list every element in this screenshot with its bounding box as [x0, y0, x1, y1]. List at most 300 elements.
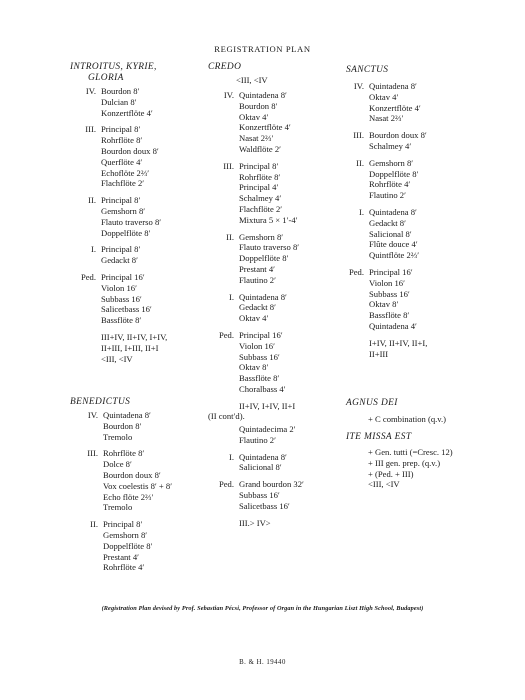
stop-name: Violon 16′ [239, 340, 275, 351]
manual-label [70, 552, 103, 563]
stop-name: Salicional 8′ [239, 462, 282, 473]
stop-row [338, 338, 427, 349]
stop-row [208, 490, 304, 501]
manual-label [338, 229, 369, 240]
manual-label [70, 283, 101, 294]
stop-name: Rohrflöte 8′ [103, 448, 145, 459]
stop-row [70, 448, 172, 459]
manual-label [70, 135, 101, 146]
ite-line: + Gen. tutti (=Cresc. 12) [368, 447, 453, 457]
stop-name: Konzertflöte 4′ [101, 107, 153, 118]
stop-name: Quintadena 8′ [239, 451, 287, 462]
stop-name: Bassflöte 8′ [101, 315, 142, 326]
page-title: REGISTRATION PLAN [214, 44, 311, 54]
manual-label [70, 481, 103, 492]
stop-row [208, 352, 299, 363]
heading-line: GLORIA [88, 73, 124, 83]
section-credo-stops [208, 90, 299, 412]
manual-label [70, 421, 103, 432]
manual-label: Ped. [218, 479, 234, 490]
manual-label [70, 492, 103, 503]
stop-row [208, 193, 299, 204]
stop-name: Bourdon doux 8′ [369, 130, 427, 141]
manual-label [70, 146, 101, 157]
stop-name: Subbass 16′ [101, 293, 142, 304]
stop-row [70, 124, 167, 135]
stop-name: Schalmey 4′ [369, 140, 412, 151]
stop-name: Prestant 4′ [103, 551, 140, 562]
stop-row [70, 552, 172, 563]
stop-row [338, 250, 427, 261]
manual-label [208, 144, 239, 155]
stop-row [70, 519, 172, 530]
stop-name: Oktav 4′ [239, 111, 269, 122]
section-cont-heading: (II cont′d). [208, 411, 245, 421]
stop-name: Quintadena 8′ [369, 206, 417, 217]
stop-row [338, 267, 427, 278]
stop-name: Gemshorn 8′ [239, 231, 284, 242]
stop-row [208, 264, 299, 275]
manual-label [208, 204, 239, 215]
stop-name: II+III, I+III, II+I [101, 342, 159, 353]
stop-row [70, 459, 172, 470]
manual-label [208, 462, 239, 473]
stop-row [208, 435, 304, 446]
manual-label: II. [226, 231, 234, 242]
stop-name: Rohrflöte 8′ [101, 135, 143, 146]
stop-name: Gemshorn 8′ [369, 157, 414, 168]
manual-label [208, 373, 239, 384]
stop-row [338, 310, 427, 321]
stop-name: Principal 8′ [101, 124, 141, 135]
stop-name: Konzertflöte 4′ [239, 122, 291, 133]
section-heading-benedictus: BENEDICTUS [70, 397, 131, 407]
stop-row [70, 108, 167, 119]
manual-label: III. [223, 160, 234, 171]
stop-row [70, 530, 172, 541]
manual-label [338, 179, 369, 190]
manual-label: Ped. [218, 329, 234, 340]
stop-row [208, 384, 299, 395]
stop-row [338, 158, 427, 169]
manual-label [70, 432, 103, 443]
stop-row [208, 341, 299, 352]
manual-label [338, 349, 369, 360]
manual-label [208, 122, 239, 133]
stop-row [208, 242, 299, 253]
stop-row [208, 144, 299, 155]
manual-label [208, 302, 239, 313]
manual-label [70, 315, 101, 326]
stop-name: Rohrflöte 4′ [103, 562, 145, 573]
stop-row [208, 204, 299, 215]
stop-row [70, 86, 167, 97]
stop-row [338, 113, 427, 124]
stop-name: Violon 16′ [101, 282, 137, 293]
manual-label [338, 169, 369, 180]
manual-label [208, 424, 239, 435]
stop-row [338, 289, 427, 300]
stop-name: Gedackt 8′ [101, 255, 138, 266]
stop-row [70, 283, 167, 294]
section-heading-sanctus: SANCTUS [346, 65, 389, 75]
stop-name: Bourdon doux 8′ [103, 469, 161, 480]
stop-name: Quintadecima 2′ [239, 424, 296, 434]
stop-row [208, 313, 299, 324]
manual-label [70, 332, 101, 343]
stop-row [70, 315, 167, 326]
stop-name: Gedackt 8′ [239, 302, 276, 313]
section-sanctus-stops [338, 81, 427, 359]
manual-label: I. [358, 206, 364, 217]
stop-name: Principal 16′ [239, 329, 283, 340]
stop-name: Waldflöte 2′ [239, 143, 281, 154]
stop-name: Quintadena 8′ [239, 90, 287, 100]
stop-name: Mixtura 5 × 1′-4′ [239, 214, 298, 225]
stop-row [208, 362, 299, 373]
manual-label [208, 401, 239, 412]
stop-row [70, 146, 167, 157]
manual-label [208, 172, 239, 183]
publisher-number: B. & H. 19440 [239, 659, 286, 666]
section-heading-ite: ITE MISSA EST [346, 432, 412, 442]
manual-label [208, 112, 239, 123]
stop-name: <III, <IV [101, 353, 133, 364]
stop-row [208, 275, 299, 286]
stop-row [70, 432, 172, 443]
stop-name: Principal 8′ [103, 519, 143, 530]
stop-row [338, 349, 427, 360]
stop-name: Doppelflöte 8′ [101, 227, 151, 238]
stop-row [70, 244, 167, 255]
stop-row [338, 299, 427, 310]
manual-label [70, 343, 101, 354]
stop-name: Doppelflöte 8′ [369, 168, 419, 179]
stop-name: Flûte douce 4′ [369, 239, 418, 250]
manual-label [208, 101, 239, 112]
stop-row [70, 481, 172, 492]
section-benedictus-stops [70, 410, 172, 573]
stop-name: Oktav 4′ [369, 91, 399, 102]
stop-row [70, 354, 167, 365]
stop-name: Principal 8′ [101, 244, 141, 255]
manual-label [70, 354, 101, 365]
manual-label [70, 541, 103, 552]
stop-row [208, 401, 299, 412]
stop-row [70, 502, 172, 513]
stop-name: Flachflöte 2′ [101, 178, 145, 189]
stop-row [208, 182, 299, 193]
manual-label [208, 435, 239, 446]
stop-row [338, 190, 427, 201]
stop-name: Subbass 16′ [239, 351, 280, 362]
manual-label [70, 157, 101, 168]
ite-line: + (Ped. + III) [368, 468, 414, 479]
manual-label: I. [90, 244, 96, 255]
stop-name: Rohrflöte 8′ [239, 171, 281, 182]
manual-label [208, 384, 239, 395]
stop-name: Grand bourdon 32′ [239, 479, 304, 490]
section-introitus-stops [70, 86, 167, 364]
stop-row [338, 278, 427, 289]
manual-label [70, 168, 101, 179]
manual-label: IV. [353, 81, 364, 91]
stop-row [208, 330, 299, 341]
manual-label [208, 133, 239, 144]
stop-row [70, 304, 167, 315]
stop-row [208, 424, 304, 435]
manual-label [338, 92, 369, 103]
manual-label [70, 530, 103, 541]
manual-label [70, 459, 103, 470]
stop-name: Bassflöte 8′ [239, 373, 280, 384]
stop-name: Bourdon 8′ [103, 420, 142, 431]
stop-row [208, 518, 304, 529]
manual-label [208, 182, 239, 193]
stop-row [70, 217, 167, 228]
stop-row [70, 272, 167, 283]
stop-name: Principal 16′ [369, 266, 413, 277]
manual-label: IV. [223, 90, 234, 100]
stop-name: Subbass 16′ [239, 489, 280, 500]
manual-label [338, 310, 369, 321]
stop-name: Flautino 2′ [239, 434, 276, 445]
manual-label: III. [87, 448, 98, 459]
stop-name: Rohrflöte 4′ [369, 179, 411, 190]
manual-label [208, 253, 239, 264]
stop-name: Tremolo [103, 502, 133, 513]
stop-row [70, 228, 167, 239]
ite-line: + III gen. prep. (q.v.) [368, 457, 441, 468]
stop-name: Quintadena 8′ [103, 410, 151, 420]
stop-row [338, 321, 427, 332]
stop-row [70, 541, 172, 552]
stop-name: Subbass 16′ [369, 288, 410, 299]
stop-row [208, 90, 299, 101]
stop-row [70, 255, 167, 266]
stop-row [70, 206, 167, 217]
stop-name: III+IV, II+IV, I+IV, [101, 331, 168, 342]
stop-name: Flauto traverso 8′ [101, 216, 162, 227]
stop-row [338, 207, 427, 218]
stop-name: Bourdon 8′ [101, 86, 140, 96]
section-heading-agnus: AGNUS DEI [346, 398, 398, 408]
stop-name: Bassflöte 8′ [369, 310, 410, 321]
stop-row [338, 103, 427, 114]
manual-label [208, 264, 239, 275]
stop-name: Doppelflöte 8′ [103, 540, 153, 551]
manual-label [70, 255, 101, 266]
stop-row [208, 101, 299, 112]
manual-label [70, 206, 101, 217]
stop-row [70, 178, 167, 189]
manual-label [70, 217, 101, 228]
stop-name: Oktav 8′ [369, 299, 399, 310]
stop-row [70, 410, 172, 421]
stop-name: III.> IV> [239, 517, 271, 528]
manual-label [208, 215, 239, 226]
manual-label [70, 228, 101, 239]
stop-row [338, 81, 427, 92]
manual-label: III. [353, 130, 364, 141]
manual-label [208, 362, 239, 373]
stop-row [338, 218, 427, 229]
manual-label [70, 502, 103, 513]
stop-name: II+IV, I+IV, II+I [239, 400, 296, 411]
stop-name: II+III [369, 348, 389, 359]
manual-label [338, 103, 369, 114]
manual-label [338, 190, 369, 201]
stop-name: Echo flöte 2⅔′ [103, 491, 154, 502]
manual-label [338, 289, 369, 300]
section-cont-stops [208, 424, 304, 528]
stop-row [208, 373, 299, 384]
stop-name: Principal 4′ [239, 182, 279, 193]
stop-row [208, 452, 304, 463]
manual-label [208, 275, 239, 286]
stop-name: Quintadena 8′ [239, 291, 287, 302]
stop-name: Salicetbass 16′ [101, 304, 152, 315]
stop-row [70, 562, 172, 573]
stop-row [70, 168, 167, 179]
stop-name: Nasat 2⅔′ [239, 133, 274, 144]
stop-name: Konzertflöte 4′ [369, 102, 421, 113]
stop-name: Flautino 2′ [239, 274, 276, 285]
stop-name: Prestant 4′ [239, 263, 276, 274]
stop-row [338, 92, 427, 103]
manual-label [338, 321, 369, 332]
stop-name: Gemshorn 8′ [101, 205, 146, 216]
manual-label: III. [85, 124, 96, 135]
stop-row [208, 253, 299, 264]
stop-name: Oktav 4′ [239, 313, 269, 324]
stop-name: Principal 16′ [101, 271, 145, 282]
manual-label [208, 341, 239, 352]
stop-name: Choralbass 4′ [239, 383, 286, 394]
stop-row [208, 292, 299, 303]
stop-name: Gemshorn 8′ [103, 529, 148, 540]
section-heading-introitus [70, 62, 157, 84]
ite-line: <III, <IV [368, 479, 400, 490]
stop-row [338, 141, 427, 152]
stop-row [70, 195, 167, 206]
manual-label [338, 250, 369, 261]
stop-name: Flauto traverso 8′ [239, 242, 300, 253]
manual-label: II. [88, 195, 96, 206]
stop-row [208, 172, 299, 183]
manual-label [70, 562, 103, 573]
stop-name: Oktav 8′ [239, 362, 269, 373]
footnote: (Registration Plan devised by Prof. Sebastian Pécsi, Professor of Organ in the Hungarian Liszt High School, Budapest) [101, 605, 424, 612]
stop-name: Principal 8′ [101, 195, 141, 206]
manual-label: IV. [85, 86, 96, 96]
stop-row [208, 479, 304, 490]
heading-line: INTROITUS, KYRIE, [70, 62, 157, 72]
manual-label [208, 352, 239, 363]
stop-row [70, 492, 172, 503]
manual-label [338, 239, 369, 250]
manual-label: I. [228, 451, 234, 462]
stop-row [338, 229, 427, 240]
stop-row [338, 179, 427, 190]
credo-intro-couplers: <III, <IV [236, 75, 268, 85]
stop-name: Quintflöte 2⅔′ [369, 250, 420, 261]
stop-row [208, 161, 299, 172]
stop-row [208, 112, 299, 123]
stop-row [70, 135, 167, 146]
manual-label [70, 294, 101, 305]
manual-label [338, 299, 369, 310]
manual-label [208, 313, 239, 324]
stop-row [338, 239, 427, 250]
stop-row [208, 462, 304, 473]
manual-label [338, 338, 369, 349]
manual-label [70, 178, 101, 189]
stop-row [70, 470, 172, 481]
manual-label [338, 113, 369, 124]
stop-name: I+IV, II+IV, II+I, [369, 337, 428, 348]
stop-name: Flautino 2′ [369, 190, 406, 201]
manual-label: IV. [87, 410, 98, 420]
stop-name: Echoflöte 2⅔′ [101, 167, 150, 178]
agnus-combination: + C combination (q.v.) [368, 414, 447, 424]
manual-label [208, 518, 239, 529]
manual-label [208, 242, 239, 253]
stop-name: Salicetbass 16′ [239, 500, 290, 511]
manual-label [70, 304, 101, 315]
stop-row [338, 130, 427, 141]
manual-label: Ped. [348, 266, 364, 277]
stop-name: Quintadena 4′ [369, 320, 417, 331]
section-heading-credo: CREDO [208, 62, 242, 72]
manual-label [208, 501, 239, 512]
stop-row [208, 302, 299, 313]
stop-name: Gedackt 8′ [369, 217, 406, 228]
stop-row [70, 421, 172, 432]
manual-label [208, 193, 239, 204]
manual-label [70, 97, 101, 108]
manual-label [70, 108, 101, 119]
stop-row [208, 133, 299, 144]
stop-name: Querflöte 4′ [101, 156, 143, 167]
manual-label [338, 141, 369, 152]
stop-name: Vox coelestis 8′ + 8′ [103, 480, 173, 491]
manual-label: I. [228, 291, 234, 302]
manual-label [208, 490, 239, 501]
stop-name: Dulcian 8′ [101, 96, 137, 107]
manual-label [338, 218, 369, 229]
stop-row [208, 501, 304, 512]
stop-name: Doppelflöte 8′ [239, 253, 289, 264]
stop-name: Bourdon doux 8′ [101, 145, 159, 156]
stop-row [70, 343, 167, 354]
stop-row [208, 122, 299, 133]
stop-row [70, 332, 167, 343]
stop-name: Tremolo [103, 431, 133, 442]
stop-name: Nasat 2⅔′ [369, 113, 404, 124]
stop-name: Schalmey 4′ [239, 193, 282, 204]
stop-row [70, 157, 167, 168]
stop-name: Quintadena 8′ [369, 81, 417, 91]
stop-row [208, 232, 299, 243]
stop-row [70, 294, 167, 305]
stop-row [70, 97, 167, 108]
manual-label [338, 278, 369, 289]
stop-name: Bourdon 8′ [239, 100, 278, 111]
stop-name: Salicional 8′ [369, 228, 412, 239]
manual-label: II. [356, 157, 364, 168]
ite-lines [368, 447, 453, 490]
